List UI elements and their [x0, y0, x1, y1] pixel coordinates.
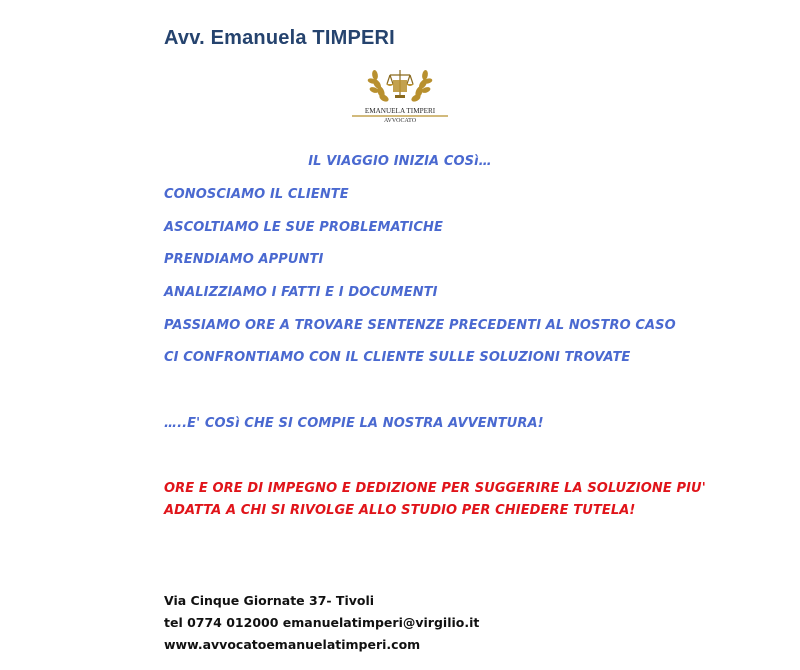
step-item: PRENDIAMO APPUNTI	[164, 252, 324, 267]
step-item: ASCOLTIAMO LE SUE PROBLEMATICHE	[164, 220, 443, 235]
step-item: ANALIZZIAMO I FATTI E I DOCUMENTI	[164, 285, 438, 300]
address-line: Via Cinque Giornate 37- Tivoli	[164, 593, 375, 608]
website-line: www.avvocatoemanuelatimperi.com	[164, 637, 421, 652]
step-item: CI CONFRONTIAMO CON IL CLIENTE SULLE SOLUZIONI TROVATE	[164, 350, 631, 365]
law-firm-logo	[350, 62, 450, 128]
laurel-scales-emblem	[350, 62, 450, 128]
logo-role-text: AVVOCATO	[383, 118, 417, 124]
closing-line: …..E' COSì CHE SI COMPIE LA NOSTRA AVVENTURA!	[164, 416, 544, 431]
logo-name-text: EMANUELA TIMPERI	[364, 107, 436, 115]
contact-footer	[164, 590, 479, 656]
section-heading: IL VIAGGIO INIZIA COSì…	[308, 154, 492, 169]
phone-email-line: tel 0774 012000 emanuelatimperi@virgilio.it	[164, 615, 480, 630]
page-title: Avv. Emanuela TIMPERI	[164, 27, 395, 49]
commitment-line: ADATTA A CHI SI RIVOLGE ALLO STUDIO PER CHIEDERE TUTELA!	[164, 503, 636, 518]
step-item: PASSIAMO ORE A TROVARE SENTENZE PRECEDENTI AL NOSTRO CASO	[164, 318, 676, 333]
step-item: CONOSCIAMO IL CLIENTE	[164, 187, 349, 202]
commitment-line: ORE E ORE DI IMPEGNO E DEDIZIONE PER SUGGERIRE LA SOLUZIONE PIU'	[164, 481, 706, 496]
